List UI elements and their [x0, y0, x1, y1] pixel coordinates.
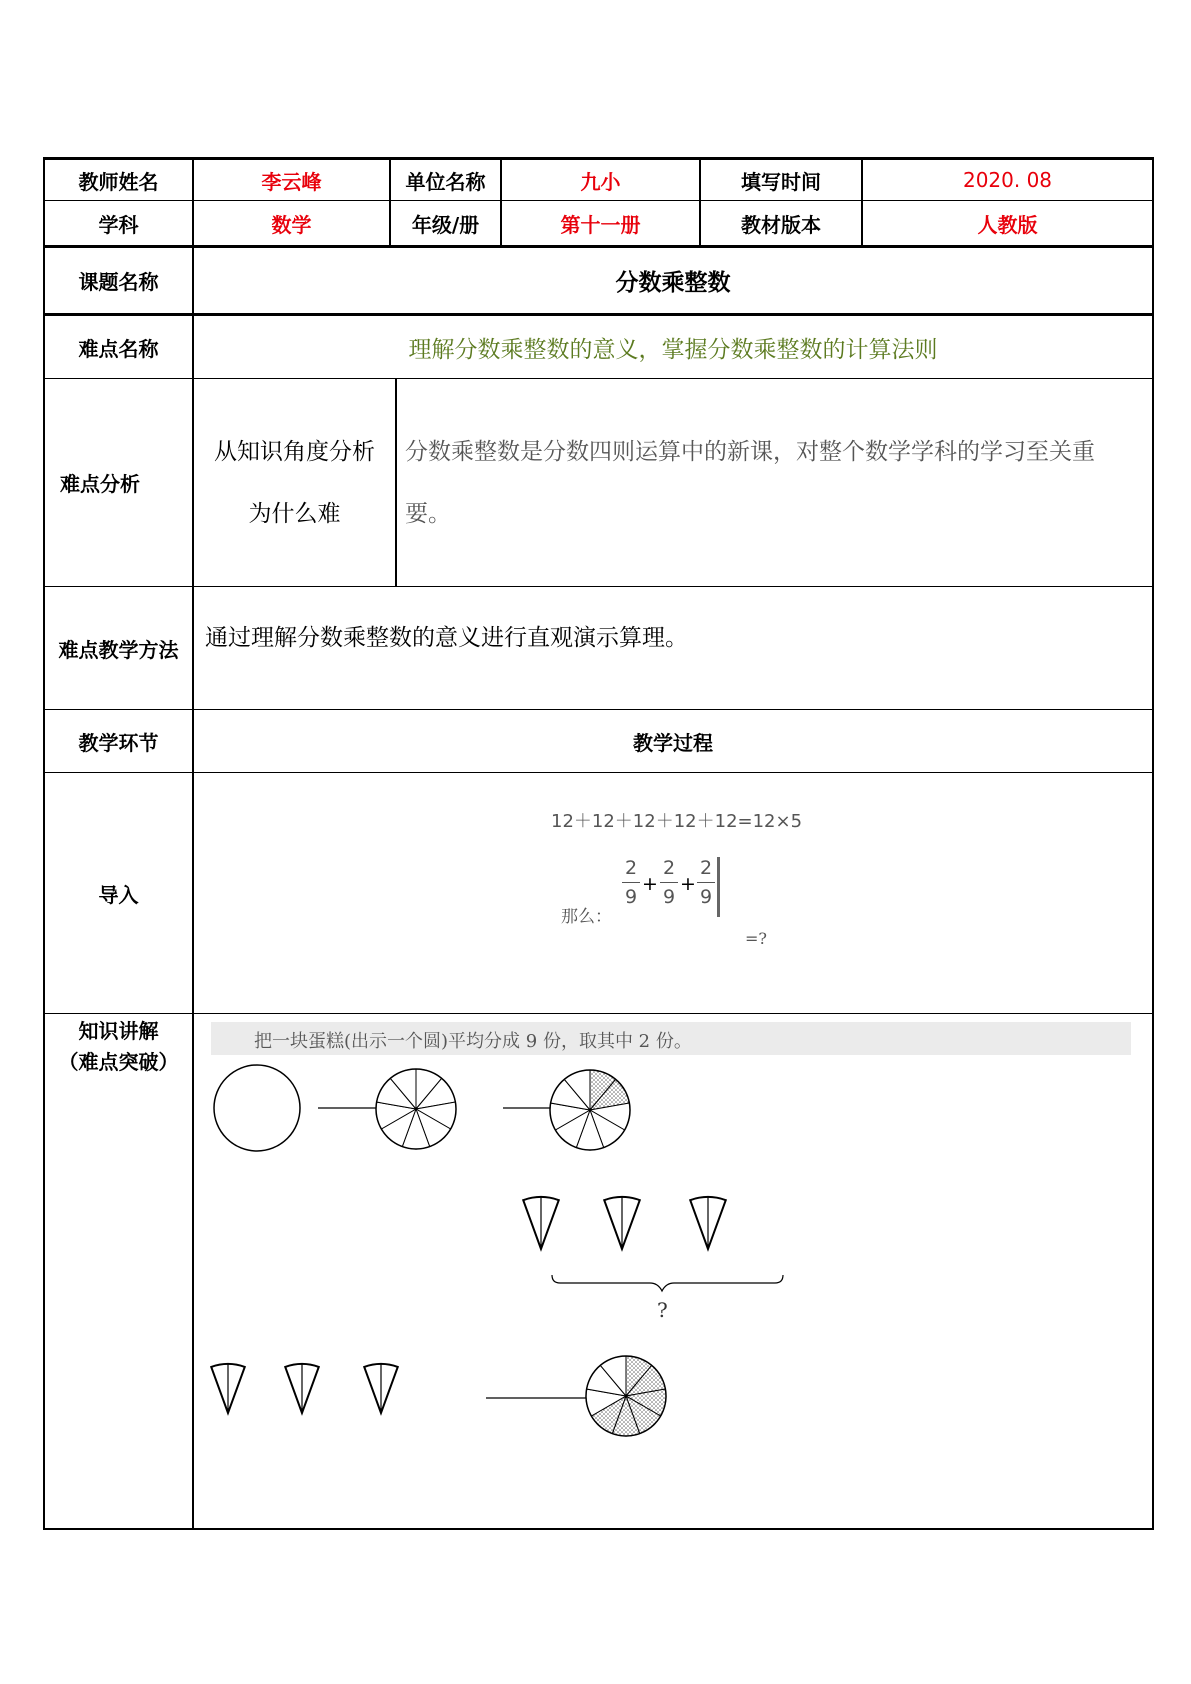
method-text: 通过理解分数乘整数的意义进行直观演示算理。 — [205, 625, 688, 651]
analysis-text-line1: 分数乘整数是分数四则运算中的新课，对整个数学学科的学习至关重 — [405, 439, 1095, 465]
cake-slice-icon — [523, 1197, 559, 1249]
intro-label: 导入 — [98, 882, 139, 907]
brace-icon — [552, 1275, 783, 1291]
divided-cake-circle — [376, 1069, 456, 1149]
teacher-name-label: 教师姓名 — [78, 169, 159, 194]
fill-time-value: 2020. 08 — [962, 168, 1053, 192]
cake-slice-icon — [285, 1364, 319, 1413]
analysis-text-line2: 要。 — [405, 501, 451, 527]
shaded-two-ninths-circle — [550, 1070, 630, 1150]
fraction-denominator: 9 — [662, 886, 676, 908]
difficulty-value: 理解分数乘整数的意义，掌握分数乘整数的计算法则 — [408, 336, 938, 363]
intro-equation: 12＋12＋12＋12＋12=12×5 — [551, 811, 803, 832]
grade-value: 第十一册 — [560, 212, 641, 237]
analysis-label: 难点分析 — [60, 472, 140, 496]
analysis-sublabel-line2: 为什么难 — [248, 501, 341, 527]
cake-slice-icon — [690, 1197, 726, 1249]
cake-illustration — [43, 157, 1154, 1530]
process-stage-label: 教学环节 — [78, 730, 159, 755]
unit-name-value: 九小 — [580, 169, 621, 194]
difficulty-label: 难点名称 — [78, 336, 159, 361]
lesson-plan-table — [43, 157, 1154, 1530]
intro-then: 那么： — [561, 907, 612, 927]
knowledge-caption: 把一块蛋糕(出示一个圆)平均分成 9 份，取其中 2 份。 — [254, 1031, 692, 1052]
fill-time-label: 填写时间 — [741, 169, 821, 194]
fraction-numerator: 2 — [699, 857, 713, 879]
shaded-six-ninths-circle — [586, 1356, 666, 1436]
cake-slice-icon — [604, 1197, 640, 1249]
fraction-numerator: 2 — [624, 857, 638, 879]
cake-slice-icon — [364, 1364, 398, 1413]
knowledge-label-line2: （难点突破） — [58, 1050, 179, 1074]
knowledge-label-line1: 知识讲解 — [78, 1019, 159, 1043]
unit-name-label: 单位名称 — [405, 169, 486, 194]
teacher-name-value: 李云峰 — [261, 169, 322, 194]
subject-value: 数学 — [271, 212, 312, 237]
intro-result: =? — [745, 929, 767, 948]
process-label: 教学过程 — [633, 730, 713, 755]
plus-sign: + — [680, 873, 696, 895]
analysis-sublabel-line1: 从知识角度分析 — [214, 439, 375, 465]
grade-label: 年级/册 — [411, 212, 480, 237]
topic-value: 分数乘整数 — [615, 270, 731, 296]
fraction-denominator: 9 — [624, 886, 638, 908]
edition-value: 人教版 — [977, 212, 1038, 237]
fraction-denominator: 9 — [699, 886, 713, 908]
fraction-numerator: 2 — [662, 857, 676, 879]
question-mark: ? — [657, 1298, 668, 1322]
cake-slice-icon — [211, 1364, 245, 1413]
whole-cake-circle — [214, 1065, 300, 1151]
subject-label: 学科 — [98, 212, 139, 237]
edition-label: 教材版本 — [741, 212, 821, 237]
topic-label: 课题名称 — [78, 270, 159, 294]
plus-sign: + — [642, 873, 658, 895]
method-label: 难点教学方法 — [58, 637, 179, 662]
